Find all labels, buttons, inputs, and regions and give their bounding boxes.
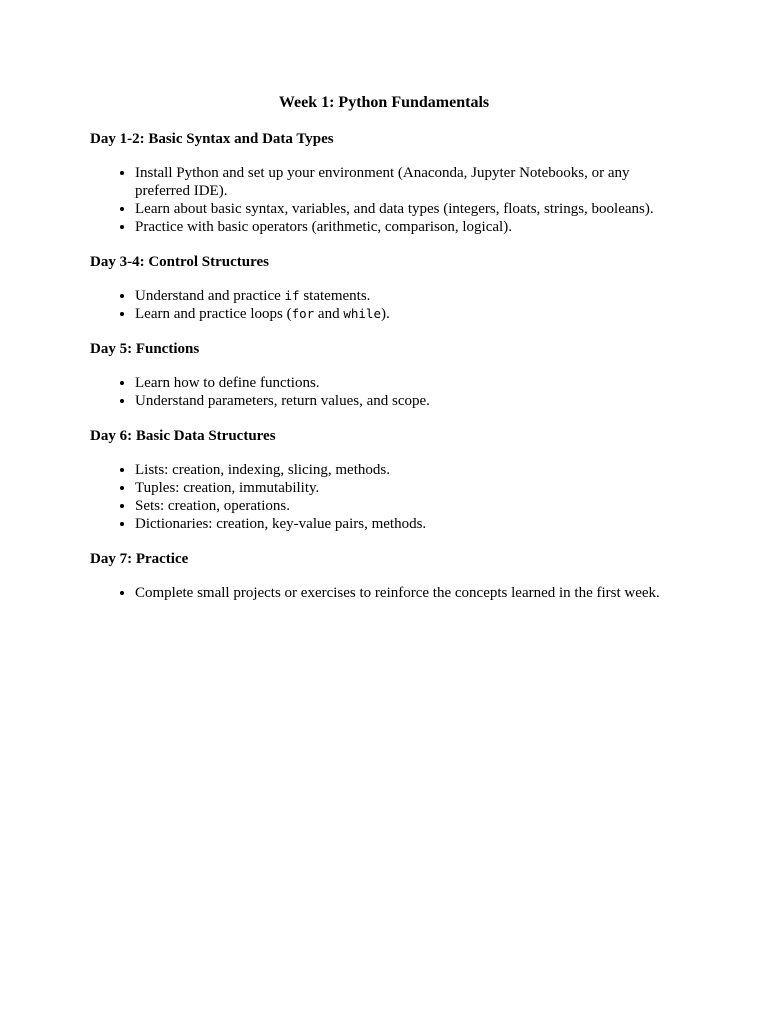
section-list	[90, 461, 678, 533]
list-item-text: Install Python and set up your environment (Anaconda, Jupyter Notebooks, or any preferred IDE).	[135, 165, 630, 199]
section-list	[90, 164, 678, 236]
list-item-text: Lists: creation, indexing, slicing, methods.	[135, 462, 390, 478]
list-item-text: Learn how to define functions.	[135, 375, 320, 391]
list-item	[135, 218, 678, 236]
list-item-text: ).	[380, 306, 390, 322]
list-item	[135, 461, 678, 479]
list-item-text: Complete small projects or exercises to reinforce the concepts learned in the first week.	[135, 585, 660, 601]
list-item	[135, 479, 678, 497]
list-item	[135, 287, 678, 305]
list-item-text: Sets: creation, operations.	[135, 498, 290, 514]
list-item-text: Understand parameters, return values, and scope.	[135, 393, 430, 409]
inline-code: for	[291, 306, 315, 321]
list-item	[135, 497, 678, 515]
list-item-text: Dictionaries: creation, key-value pairs, methods.	[135, 516, 427, 532]
section-list	[90, 374, 678, 410]
document-title: Week 1: Python Fundamentals	[278, 94, 490, 111]
document-body	[90, 129, 678, 602]
list-item-text: Understand and practice	[135, 288, 285, 304]
section-heading: Day 7: Practice	[90, 551, 189, 567]
list-item	[135, 392, 678, 410]
inline-code: while	[343, 306, 381, 321]
section-heading: Day 3-4: Control Structures	[90, 254, 270, 270]
list-item-text: statements.	[299, 288, 371, 304]
list-item-text: Learn about basic syntax, variables, and data types (integers, floats, strings, booleans).	[135, 201, 654, 217]
list-item	[135, 374, 678, 392]
list-item	[135, 305, 678, 323]
section-heading: Day 1-2: Basic Syntax and Data Types	[90, 131, 334, 147]
list-item	[135, 515, 678, 533]
list-item-text: Practice with basic operators (arithmetic, comparison, logical).	[135, 219, 512, 235]
list-item	[135, 164, 678, 200]
list-item-text: and	[314, 306, 344, 322]
section-heading: Day 5: Functions	[90, 341, 200, 357]
list-item	[135, 200, 678, 218]
section-list	[90, 287, 678, 323]
inline-code: if	[284, 288, 300, 303]
list-item	[135, 584, 678, 602]
section-heading: Day 6: Basic Data Structures	[90, 428, 276, 444]
section-list	[90, 584, 678, 602]
document-page	[90, 91, 678, 618]
list-item-text: Tuples: creation, immutability.	[135, 480, 320, 496]
list-item-text: Learn and practice loops (	[135, 306, 292, 322]
